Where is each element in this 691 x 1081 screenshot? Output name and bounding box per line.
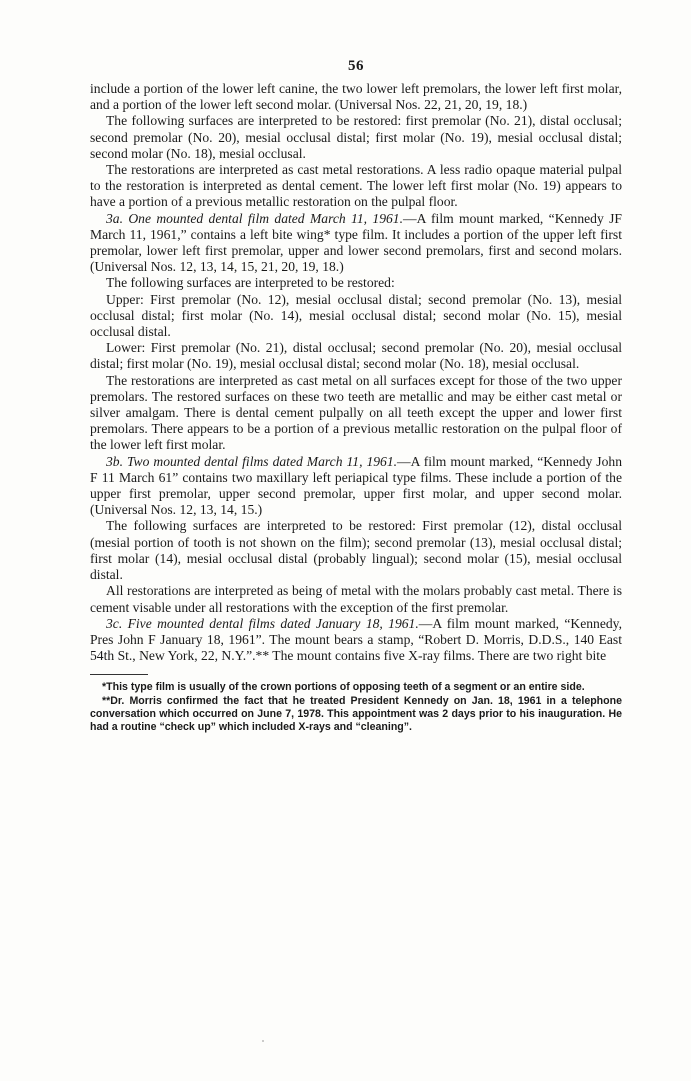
paragraph: The restorations are interpreted as cast metal restorations. A less radio opaque material pulpal to the restoration is interpreted as dental cement. The lower left first molar (No. 19) appears to have a portion of a previous metallic restoration on the pulpal floor.	[90, 162, 622, 210]
section-text: —A film mount marked, “Kennedy, Pres John F January 18, 1961”. The mount bears a stamp, “Robert D. Morris, D.D.S., 140 East 54th St., New York, 22, N.Y.”.** The mount contains five X-ray films. There are two right bite	[90, 615, 622, 664]
footnote-rule	[90, 674, 148, 675]
scan-speck	[262, 1040, 264, 1042]
page-number: 56	[348, 58, 364, 74]
footnote: *This type film is usually of the crown portions of opposing teeth of a segment or an entire side.	[102, 681, 585, 694]
section-heading: 3a. One mounted dental film dated March 11, 1961.	[106, 210, 403, 226]
document-page	[90, 58, 622, 734]
paragraph: The following surfaces are interpreted to be restored: first premolar (No. 21), distal occlusal; second premolar (No. 20), mesial occlusal distal; first molar (No. 19), mesial occlusal distal; second molar (No. 18), mesial occlusal.	[90, 113, 622, 161]
footnotes	[90, 681, 622, 734]
footnote: **Dr. Morris confirmed the fact that he treated President Kennedy on Jan. 18, 1961 in a telephone conversation which occurred on June 7, 1978. This appointment was 2 days prior to his inauguration. He had a routine “check up” which included X-rays and “cleaning”.	[90, 694, 622, 733]
paragraph: The restorations are interpreted as cast metal on all surfaces except for those of the two upper premolars. The restored surfaces on these two teeth are metallic and may be either cast metal or silver amalgam. There is dental cement pulpally on all teeth except the upper and lower first premolars. There appears to be a portion of a previous metallic restoration on the pulpal floor of the lower left first molar.	[90, 372, 622, 453]
section-text: —A film mount marked, “Kennedy John F 11 March 61” contains two maxillary left periapical type films. These include a portion of the upper first premolar, upper second premolar, upper first molar, and upper second molar. (Universal Nos. 12, 13, 14, 15.)	[90, 453, 622, 518]
section-paragraph	[90, 211, 622, 276]
paragraph: Upper: First premolar (No. 12), mesial occlusal distal; second premolar (No. 13), mesial occlusal distal; first molar (No. 14), mesial occlusal distal; second molar (No. 15), mesial occlusal distal.	[90, 291, 622, 340]
paragraph: Lower: First premolar (No. 21), distal occlusal; second premolar (No. 20), mesial occlusal distal; first molar (No. 19), mesial occlusal distal; second molar (No. 18), mesial occlusal.	[90, 340, 622, 372]
paragraph: include a portion of the lower left canine, the two lower left premolars, the lower left first molar, and a portion of the lower left second molar. (Universal Nos. 22, 21, 20, 19, 18.)	[90, 81, 622, 113]
paragraph: All restorations are interpreted as being of metal with the molars probably cast metal. There is cement visable under all restorations with the exception of the first premolar.	[90, 583, 622, 615]
section-paragraph	[90, 454, 622, 519]
body-text	[90, 81, 622, 664]
section-paragraph	[90, 616, 622, 665]
section-heading: 3b. Two mounted dental films dated March 11, 1961.	[106, 453, 398, 469]
section-heading: 3c. Five mounted dental films dated January 18, 1961.	[106, 615, 419, 631]
section-text: —A film mount marked, “Kennedy JF March 11, 1961,” contains a left bite wing* type film. It includes a portion of the upper left first premolar, lower left first premolar, upper and lower second premolars, first and second molars. (Universal Nos. 12, 13, 14, 15, 21, 20, 19, 18.)	[90, 210, 622, 275]
paragraph: The following surfaces are interpreted to be restored:	[106, 275, 395, 291]
paragraph: The following surfaces are interpreted to be restored: First premolar (12), distal occlusal (mesial portion of tooth is not shown on the film); second premolar (13), mesial occlusal distal; first molar (14), mesial occlusal distal (probably lingual); second molar (15), mesial occlusal distal.	[90, 518, 622, 583]
